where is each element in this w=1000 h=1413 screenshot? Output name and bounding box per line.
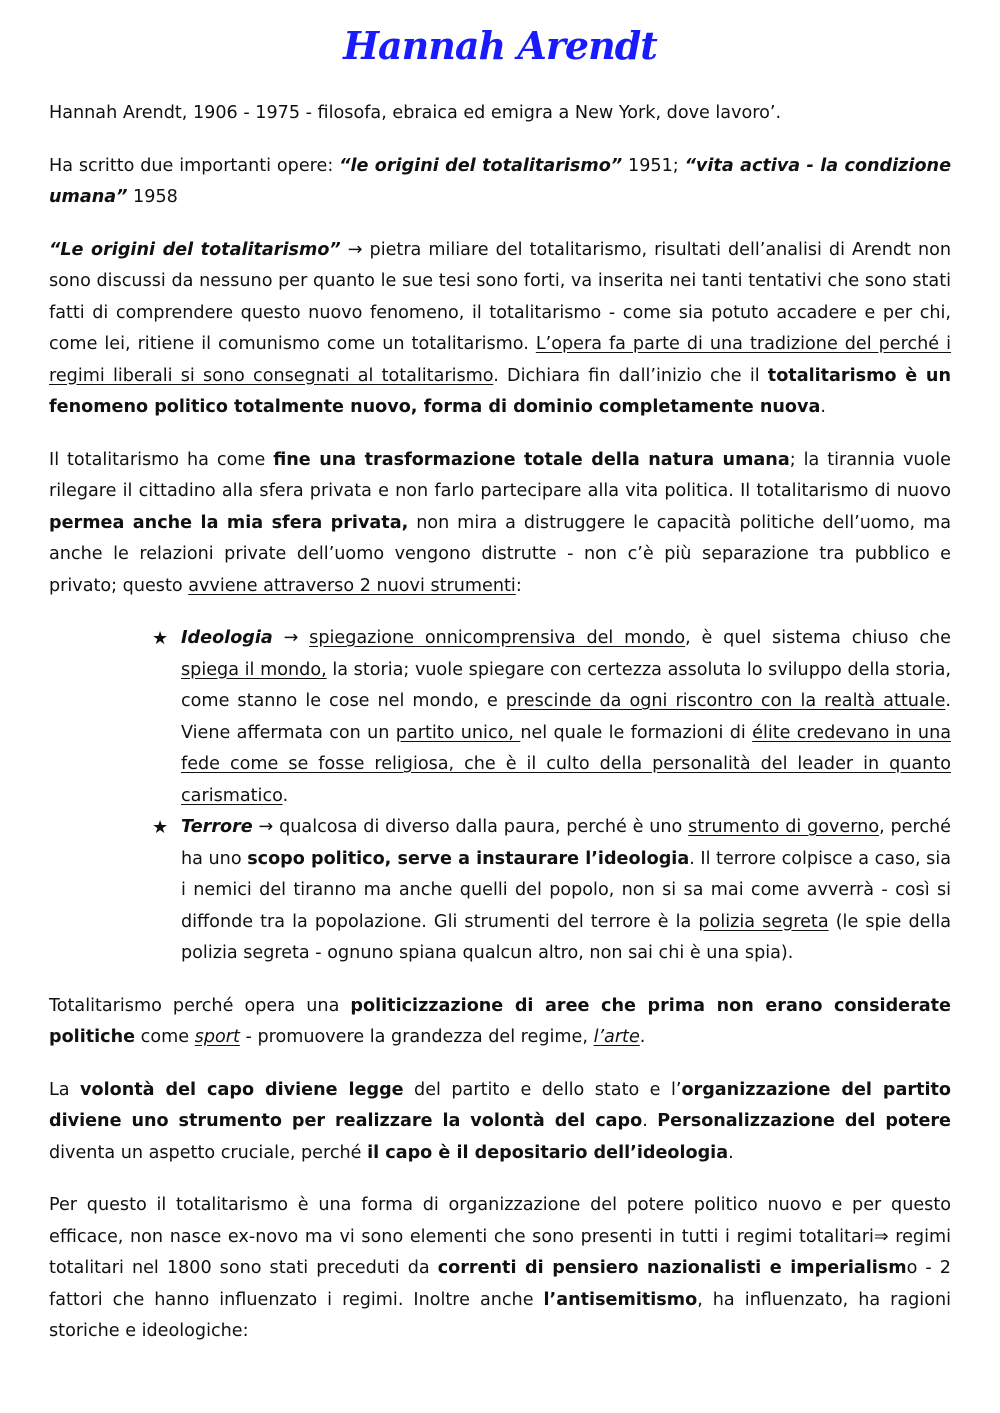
page-title: Hannah Arendt (343, 23, 657, 68)
work-title-origini-heading: “Le origini del totalitarismo” (49, 239, 341, 260)
capo-paragraph: La volontà del capo diviene legge del partito e dello stato e l’organizzazione del partito diviene uno strumento per realizzare la volontà del capo. Personalizzazione del potere diventa un aspetto cruciale, perché il capo è il depositario dell’ideologia. (49, 1079, 952, 1163)
list-item-ideologia: ★ Ideologia → spiegazione onnicomprensiva del mondo, è quel sistema chiuso che spiega il mondo, la storia; vuole spiegare con certezza assoluta lo sviluppo della storia, come stanno le cose nel mondo, e prescinde da ogni riscontro con la realtà attuale. Viene affermata con un partito unico, nel quale le formazioni di élite credevano in una fede come se fosse religiosa, che è il culto della personalità del leader in quanto carismatico. (181, 623, 951, 812)
intro-paragraph: Hannah Arendt, 1906 - 1975 - filosofa, ebraica ed emigra a New York, dove lavoro’. (49, 103, 782, 123)
term-terrore: Terrore (181, 817, 253, 837)
star-icon: ★ (152, 628, 169, 649)
strumenti-list (49, 623, 951, 970)
work-title-vita-activa: “vita activa - la condizione umana” (49, 155, 952, 207)
politicizzazione-paragraph: Totalitarismo perché opera una politicizzazione di aree che prima non erano considerate politiche come sport - promuovere la grandezza del regime, l’arte. (49, 995, 951, 1047)
list-item-terrore: ★ Terrore → qualcosa di diverso dalla paura, perché è uno strumento di governo, perché ha uno scopo politico, serve a instaurare l’ideologia. Il terrore colpisce a caso, sia i nemici del tiranno ma anche quelli del popolo, non si sa mai come avverrà - così si diffonde tra la popolazione. Gli strumenti del terrore è la polizia segreta (le spie della polizia segreta - ognuno spiana qualcun altro, non sai chi è una spia). (181, 812, 951, 970)
term-ideologia: Ideologia (181, 628, 273, 648)
origini-paragraph: “Le origini del totalitarismo” → pietra miliare del totalitarismo, risultati dell’analisi di Arendt non sono discussi da nessuno per quanto le sue tesi sono forti, va inserita nei tanti tentativi che sono stati fatti di comprendere questo nuovo fenomeno, il totalitarismo - come sia potuto accadere e per chi, come lei, ritiene il comunismo come un totalitarismo. L’opera fa parte di una tradizione del perché i regimi liberali si sono consegnati al totalitarismo. Dichiara fin dall’inizio che il totalitarismo è un fenomeno politico totalmente nuovo, forma di dominio completamente nuova. (49, 239, 952, 417)
bold-text: permea anche la mia sfera privata, (49, 512, 409, 533)
star-icon: ★ (152, 817, 169, 838)
underlined-text: avviene attraverso 2 nuovi strumenti (188, 575, 516, 596)
bold-text: fine una trasformazione totale della natura umana (273, 449, 790, 470)
work-title-origini: “le origini del totalitarismo” (339, 155, 623, 176)
trasformazione-paragraph: Il totalitarismo ha come fine una trasformazione totale della natura umana; la tirannia vuole rilegare il cittadino alla sfera privata e non farlo partecipare alla vita politica. Il totalitarismo di nuovo permea anche la mia sfera privata, non mira a distruggere le capacità politiche dell’uomo, ma anche le relazioni private dell’uomo vengono distrutte - non c’è più separazione tra pubblico e privato; questo avviene attraverso 2 nuovi strumenti: (49, 449, 951, 596)
bold-text: totalitarismo è un fenomeno politico totalmente nuovo, forma di dominio completamente nuova (49, 365, 951, 417)
conclusione-paragraph: Per questo il totalitarismo è una forma di organizzazione del potere politico nuovo e per questo efficace, non nasce ex-novo ma vi sono elementi che sono presenti in tutti i regimi totalitari⇒ regimi totalitari nel 1800 sono stati preceduti da correnti di pensiero nazionalisti e imperialismo - 2 fattori che hanno influenzato i regimi. Inoltre anche l’antisemitismo, ha influenzato, ha ragioni storiche e ideologiche: (49, 1195, 951, 1341)
works-paragraph: Ha scritto due importanti opere: “le origini del totalitarismo” 1951; “vita activa - la condizione umana” 1958 (49, 155, 952, 207)
underlined-text: L’opera fa parte di una tradizione del perché i regimi liberali si sono consegnati al totalitarismo (49, 334, 952, 386)
